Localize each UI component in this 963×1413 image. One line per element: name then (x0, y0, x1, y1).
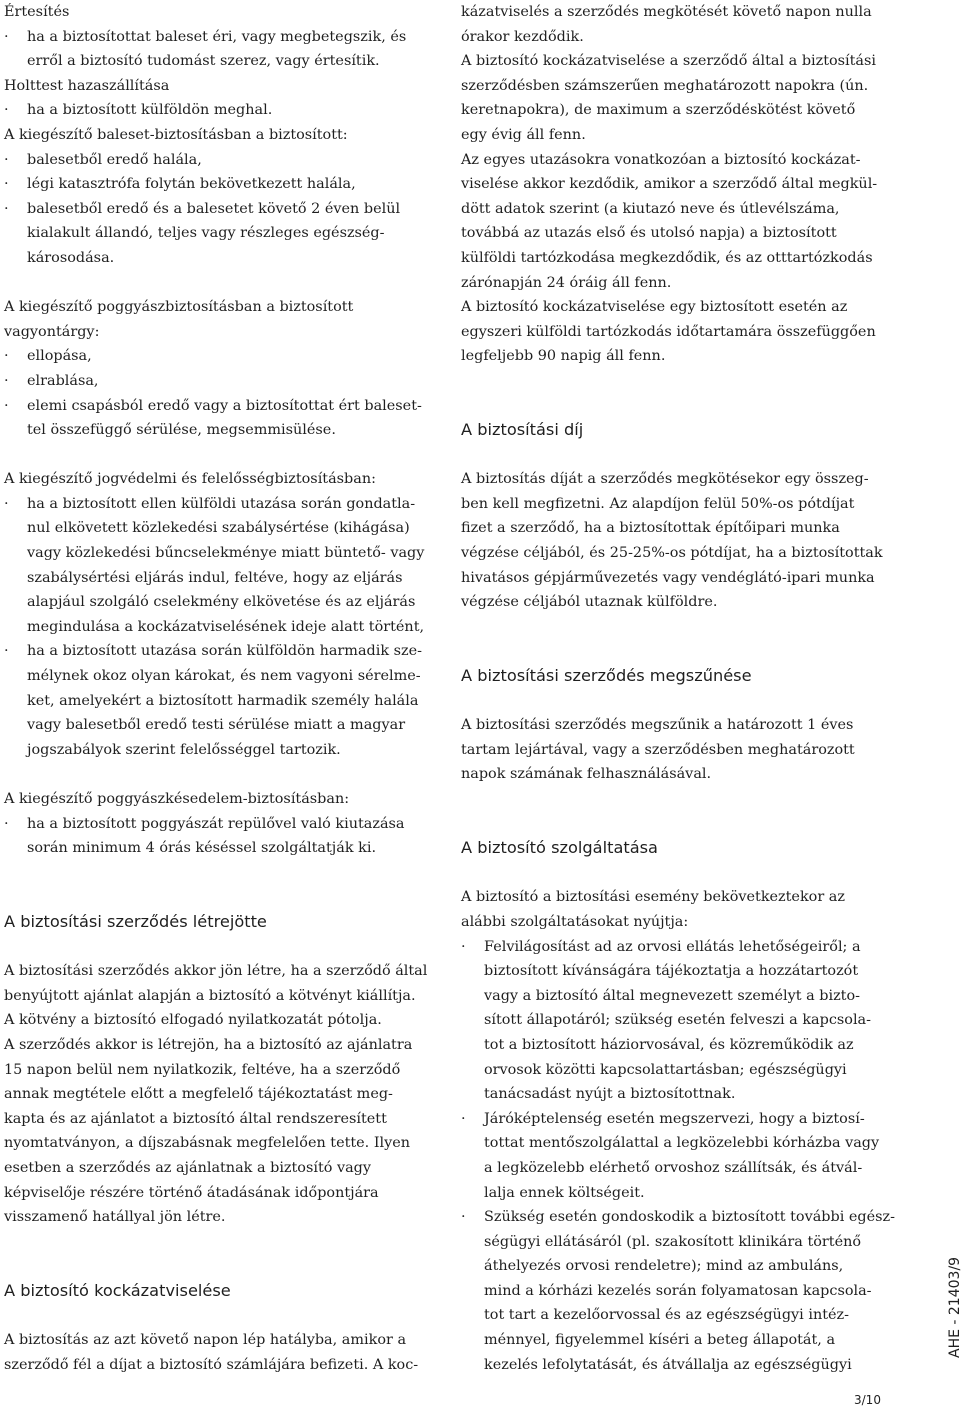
body-line: benyújtott ajánlat alapján a biztosító a kötvényt kiállítja. (4, 987, 416, 1004)
bullet-continuation: szabálysértési eljárás indul, feltéve, hogy az eljárás (27, 569, 403, 586)
blank-line (4, 271, 428, 296)
bullet-line: · ha a biztosított ellen külföldi utazása során gondatla- (4, 492, 428, 517)
bullet-continuation: mélynek okoz olyan károkat, és nem vagyoni sérelme- (27, 668, 421, 685)
section-heading: A biztosító kockázatviselése (4, 1280, 231, 1300)
blank-line (4, 1303, 428, 1328)
bullet-icon: · (4, 200, 9, 217)
body-line: esetben a szerződés az ajánlatnak a biztosító vagy (4, 1159, 372, 1176)
bullet-continuation: biztosított kívánságára tájékoztatja a hozzátartozót (484, 963, 859, 980)
section-heading: A biztosítási szerződés megszűnése (461, 666, 752, 686)
body-line: hivatásos gépjárművezetés vagy vendéglátó-ipari munka (461, 569, 875, 586)
bullet-continuation: tel összefüggő sérülése, megsemmisülése. (27, 422, 336, 439)
bullet-line: · elemi csapásból eredő vagy a biztosítottat ért baleset- (4, 394, 428, 419)
page-number: 3/10 (854, 1393, 881, 1407)
bullet-icon: · (4, 397, 9, 414)
bullet-continuation: vagy a biztosító által megnevezett személyt a bizto- (484, 987, 860, 1004)
body-line: legfeljebb 90 napig áll fenn. (461, 348, 666, 365)
bullet-icon: · (4, 495, 9, 512)
body-line: A kiegészítő poggyászbiztosításban a biztosított (4, 299, 354, 316)
bullet-continuation: során minimum 4 órás késéssel szolgáltatják ki. (27, 840, 377, 857)
body-line: A biztosítási szerződés akkor jön létre, ha a szerződő által (4, 963, 428, 980)
body-line: végzése céljából, és 25-25%-os pótdíjat, ha a biztosítottak (461, 545, 883, 562)
blank-line (461, 443, 901, 468)
body-line: szerződő fél a díjat a biztosító számlájára befizeti. A koc- (4, 1356, 419, 1373)
bullet-continuation: ménnyel, figyelemmel kíséri a beteg állapotát, a (484, 1332, 836, 1349)
body-line: dött adatok szerint (a kiutazó neve és útlevélszáma, (461, 200, 840, 217)
section-heading: A biztosítási díj (461, 420, 584, 440)
body-line: fizet a szerződő, ha a biztosítottak építőipari munka (461, 520, 840, 537)
blank-line (4, 885, 428, 910)
bullet-continuation: megindulása a kockázatviselésének ideje alatt történt, (27, 618, 425, 635)
bullet-continuation: vagy balesetből eredő testi sérülése miatt a magyar (27, 717, 406, 734)
body-line: A biztosító a biztosítási esemény bekövetkeztekor az (461, 889, 845, 906)
body-line: kapta és az ajánlatot a biztosító által rendszeresített (4, 1110, 387, 1127)
bullet-continuation: mind a kórházi kezelés során folyamatosan kapcsola- (484, 1282, 872, 1299)
body-line: kázatviselés a szerződés megkötését követő napon nulla (461, 4, 872, 20)
body-line: napok számának felhasználásával. (461, 766, 712, 783)
body-line: A kötvény a biztosító elfogadó nyilatkozatát pótolja. (4, 1012, 382, 1029)
bullet-continuation: kezelés lefolytatását, és átvállalja az egészségügyi (484, 1356, 852, 1373)
blank-line (4, 861, 428, 886)
bullet-line: · Szükség esetén gondoskodik a biztosított további egész- (461, 1205, 901, 1230)
body-line: alábbi szolgáltatásokat nyújtja: (461, 913, 689, 930)
body-line: szerződésben számszerűen meghatározott napokra (ún. (461, 77, 869, 94)
bullet-line: · elrablása, (4, 369, 428, 394)
document-code: AHE - 21403/9 (947, 1256, 963, 1358)
body-line: egyszeri külföldi tartózkodás időtartamára összefüggően (461, 323, 876, 340)
bullet-continuation: jogszabályok szerint felelősséggel tartozik. (27, 741, 341, 758)
blank-line (461, 861, 901, 886)
blank-line (4, 1254, 428, 1279)
left-column (4, 0, 428, 1377)
body-line: A kiegészítő baleset-biztosításban a biztosított: (4, 126, 348, 143)
body-line: 15 napon belül nem nyilatkozik, feltéve, ha a szerződő (4, 1061, 401, 1078)
blank-line (4, 762, 428, 787)
blank-line (461, 689, 901, 714)
bullet-continuation: sított állapotáról; szükség esetén felveszi a kapcsola- (484, 1012, 872, 1029)
body-line: órakor kezdődik. (461, 28, 584, 45)
bullet-icon: · (461, 1209, 466, 1226)
bullet-icon: · (4, 348, 9, 365)
body-line: zárónapján 24 óráig áll fenn. (461, 274, 672, 291)
body-line: A biztosító kockázatviselése a szerződő által a biztosítási (461, 53, 877, 70)
bullet-continuation: tot tart a kezelőorvossal és az egészségügyi intéz- (484, 1307, 849, 1324)
body-line: ben kell megfizetni. Az alapdíjon felül 50%-os pótdíjat (461, 495, 855, 512)
bullet-continuation: ségügyi ellátásáról (pl. szakosított klinikára történő (484, 1233, 862, 1250)
bullet-continuation: tottat mentőszolgálattal a legközelebbi kórházba vagy (484, 1135, 880, 1152)
body-line: A kiegészítő poggyászkésedelem-biztosításban: (4, 791, 350, 807)
bullet-continuation: áthelyezés orvosi rendeletre); mind az ambuláns, (484, 1258, 844, 1275)
bullet-line: · ha a biztosítottat baleset éri, vagy megbetegszik, és (4, 25, 428, 50)
blank-line (461, 615, 901, 640)
bullet-line: · Járóképtelenség esetén megszervezi, hogy a biztosí- (461, 1107, 901, 1132)
bullet-continuation: vagy közlekedési bűncselekménye miatt büntető- vagy (27, 545, 425, 562)
body-line: A biztosítás az azt követő napon lép hatályba, amikor a (4, 1332, 407, 1349)
bullet-continuation: nul elkövetett közlekedési szabálysértése (kihágása) (27, 520, 410, 537)
bullet-continuation: károsodása. (27, 249, 115, 266)
body-line: viselése akkor kezdődik, amikor a szerződő által megkül- (461, 176, 878, 193)
body-line: vagyontárgy: (4, 323, 100, 340)
blank-line (461, 369, 901, 394)
blank-line (4, 443, 428, 468)
bullet-icon: · (461, 938, 466, 955)
bullet-line: · légi katasztrófa folytán bekövetkezett halála, (4, 172, 428, 197)
body-line: A szerződés akkor is létrejön, ha a biztosító az ajánlatra (4, 1036, 413, 1053)
bullet-icon: · (4, 643, 9, 660)
bullet-icon: · (461, 1110, 466, 1127)
bullet-continuation: a legközelebb elérhető orvoshoz szállítsák, és átvál- (484, 1159, 863, 1176)
bullet-continuation: tanácsadást nyújt a biztosítottnak. (484, 1086, 736, 1103)
right-column (461, 0, 901, 1377)
bullet-continuation: erről a biztosító tudomást szerez, vagy értesítik. (27, 53, 380, 70)
bullet-icon: · (4, 151, 9, 168)
body-line: tartam lejártával, vagy a szerződésben meghatározott (461, 741, 855, 758)
section-heading: A biztosítási szerződés létrejötte (4, 911, 267, 931)
body-line: visszamenő hatállyal jön létre. (4, 1209, 226, 1226)
body-line: Az egyes utazásokra vonatkozóan a biztosító kockázat- (461, 151, 861, 168)
body-line: keretnapokra), de maximum a szerződéskötést követő (461, 102, 856, 119)
body-line: nyomtatványon, a díjszabásnak megfelelően tette. Ilyen (4, 1135, 411, 1152)
blank-line (461, 639, 901, 664)
bullet-continuation: lalja ennek költségeit. (484, 1184, 645, 1201)
body-line: végzése céljából utaznak külföldre. (461, 594, 718, 611)
bullet-line: · ha a biztosított külföldön meghal. (4, 98, 428, 123)
body-line: A biztosító kockázatviselése egy biztosított esetén az (461, 299, 848, 316)
body-line: annak megtétele előtt a megfelelő tájékoztatást meg- (4, 1086, 393, 1103)
body-line: Értesítés (4, 4, 70, 20)
bullet-icon: · (4, 176, 9, 193)
bullet-continuation: alapjául szolgáló cselekmény elkövetése és az eljárás (27, 594, 416, 611)
body-line: A biztosítási szerződés megszűnik a határozott 1 éves (461, 717, 854, 734)
blank-line (4, 935, 428, 960)
bullet-line: · ellopása, (4, 344, 428, 369)
blank-line (4, 1230, 428, 1255)
bullet-line: · balesetből eredő halála, (4, 148, 428, 173)
blank-line (461, 394, 901, 419)
bullet-line: · ha a biztosított utazása során külföldön harmadik sze- (4, 639, 428, 664)
body-line: egy évig áll fenn. (461, 126, 586, 143)
body-line: külföldi tartózkodása megkezdődik, és az otttartózkodás (461, 249, 873, 266)
bullet-continuation: orvosok közötti kapcsolattartásban; egészségügyi (484, 1061, 847, 1078)
blank-line (461, 812, 901, 837)
bullet-line: · balesetből eredő és a balesetet követő 2 éven belül (4, 197, 428, 222)
body-line: képviselője részére történő átadásának időpontjára (4, 1184, 379, 1201)
bullet-icon: · (4, 372, 9, 389)
bullet-continuation: kialakult állandó, teljes vagy részleges egészség- (27, 225, 385, 242)
bullet-line: · ha a biztosított poggyászát repülővel való kiutazása (4, 812, 428, 837)
section-heading: A biztosító szolgáltatása (461, 838, 658, 858)
body-line: A biztosítás díját a szerződés megkötésekor egy összeg- (461, 471, 869, 488)
bullet-icon: · (4, 28, 9, 45)
body-line: továbbá az utazás első és utolsó napja) a biztosított (461, 225, 837, 242)
bullet-continuation: tot a biztosított háziorvosával, és közreműködik az (484, 1036, 854, 1053)
bullet-icon: · (4, 815, 9, 832)
blank-line (461, 787, 901, 812)
bullet-continuation: ket, amelyekért a biztosított harmadik személy halála (27, 692, 419, 709)
body-line: Holttest hazaszállítása (4, 77, 170, 94)
bullet-icon: · (4, 102, 9, 119)
body-line: A kiegészítő jogvédelmi és felelősségbiztosításban: (4, 471, 376, 488)
bullet-line: · Felvilágosítást ad az orvosi ellátás lehetőségeiről; a (461, 935, 901, 960)
